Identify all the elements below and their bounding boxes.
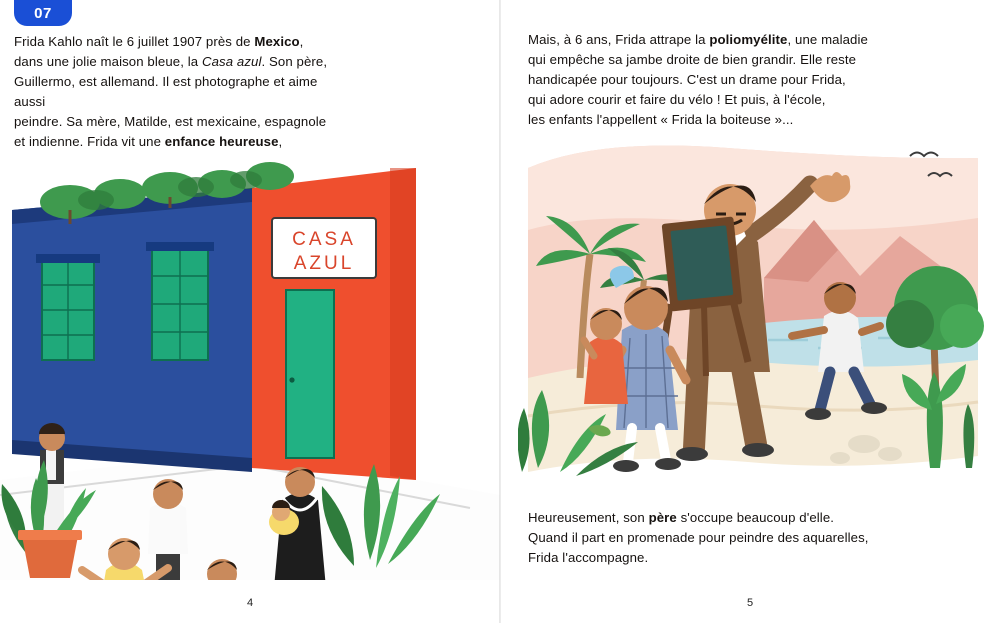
father-easel-illustration [518, 128, 988, 488]
page-number-left: 4 [246, 597, 254, 609]
text-line: les enfants l'appellent « Frida la boiteuse »... [528, 112, 794, 128]
text-line: et indienne. Frida vit une enfance heureuse, [14, 134, 283, 150]
text-line: peindre. Sa mère, Matilde, est mexicaine, espagnole [14, 114, 327, 130]
svg-text:AZUL: AZUL [293, 253, 355, 274]
page-number-right: 5 [746, 597, 754, 609]
text-line: qui empêche sa jambe droite de bien grandir. Elle reste [528, 52, 857, 68]
right-page [500, 0, 1000, 623]
chapter-badge: 07 [14, 0, 72, 26]
text-line: handicapée pour toujours. C'est un drame pour Frida, [528, 72, 846, 88]
text-line: Heureusement, son père s'occupe beaucoup d'elle. [528, 510, 835, 525]
right-page-paragraph-bottom [528, 508, 948, 568]
casa-azul-illustration [0, 150, 500, 580]
svg-text:CASA: CASA [292, 229, 356, 250]
text-line: dans une jolie maison bleue, la Casa azul. Son père, [14, 54, 328, 70]
text-line: qui adore courir et faire du vélo ! Et puis, à l'école, [528, 92, 826, 108]
right-page-paragraph-top [528, 30, 928, 130]
text-line: Guillermo, est allemand. Il est photographe et aime aussi [14, 74, 318, 110]
book-gutter [499, 0, 501, 623]
text-line: Quand il part en promenade pour peindre des aquarelles, [528, 530, 869, 546]
text-line: Frida l'accompagne. [528, 550, 649, 566]
text-line: Frida Kahlo naît le 6 juillet 1907 près de Mexico, [14, 34, 304, 49]
figure-girl-background [584, 308, 628, 404]
text-line: Mais, à 6 ans, Frida attrape la poliomyélite, une maladie [528, 32, 868, 47]
